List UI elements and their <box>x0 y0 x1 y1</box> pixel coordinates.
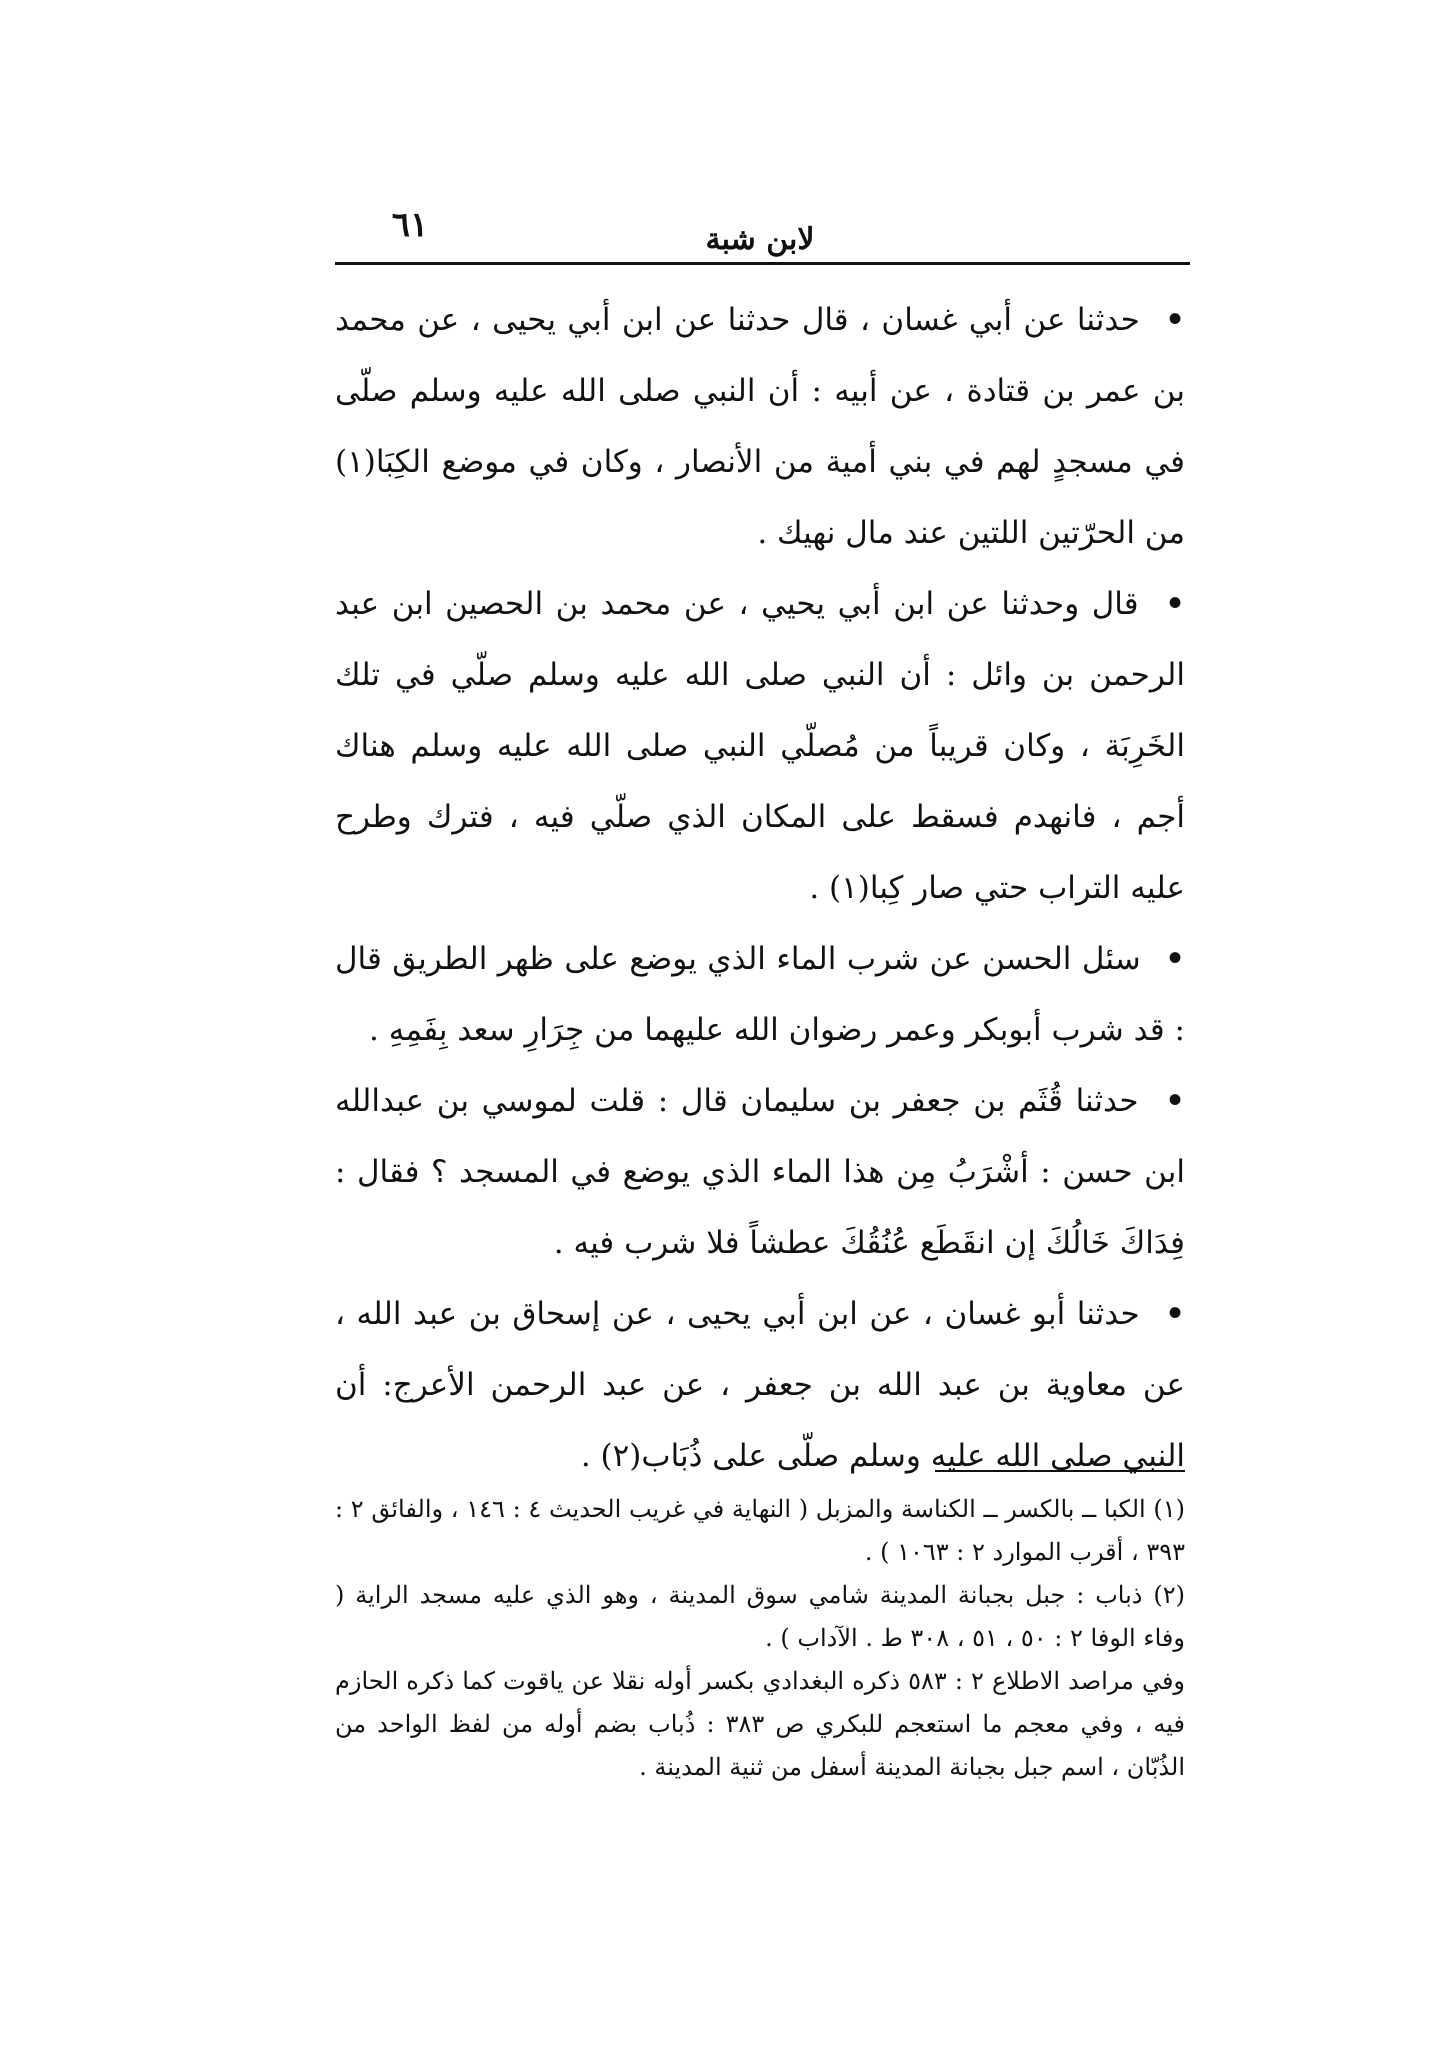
footnote: (٢) ذباب : جبل بجبانة المدينة شامي سوق المدينة ، وهو الذي عليه مسجد الراية ( وفاء الوفا ٢ : ٥٠ ، ٥١ ، ٣٠٨ ط . الآداب ) . <box>335 1581 1185 1652</box>
bullet-mark: • <box>1165 1083 1185 1119</box>
bullet-mark: • <box>1165 941 1185 977</box>
running-title: لابن شبة <box>705 222 815 257</box>
bullet-mark: • <box>1165 302 1185 338</box>
bullet-mark: • <box>1165 1296 1185 1332</box>
footnote: (١) الكبا ــ بالكسر ــ الكناسة والمزبل ( النهاية في غريب الحديث ٤ : ١٤٦ ، والفائق ٢ : ٣٩٣ ، أقرب الموارد ٢ : ١٠٦٣ ) . <box>335 1495 1185 1566</box>
footnote-rule <box>935 1470 1185 1472</box>
paragraph <box>335 1279 1185 1492</box>
footnotes <box>335 1488 1185 1789</box>
paragraph <box>335 924 1185 1066</box>
paragraph-text: حدثنا قُثَم بن جعفر بن سليمان قال : قلت لموسي بن عبدالله ابن حسن : أشْرَبُ مِن هذا الماء الذي يوضع في المسجد ؟ فقال : فِدَاكَ خَالُكَ إن انقَطَع عُنُقُكَ عطشاً فلا شرب فيه . <box>335 1083 1185 1261</box>
paragraph-text: حدثنا عن أبي غسان ، قال حدثنا عن ابن أبي يحيى ، عن محمد بن عمر بن قتادة ، عن أبيه : أن النبي صلى الله عليه وسلم صلّى في مسجدٍ لهم في بني أمية من الأنصار ، وكان في موضع الكِبَا(١) من الحرّتين اللتين عند مال نهيك . <box>335 302 1185 551</box>
page-number: ٦١ <box>391 205 429 245</box>
bullet-mark: • <box>1165 586 1185 622</box>
paragraph <box>335 569 1185 924</box>
paragraph-text: سئل الحسن عن شرب الماء الذي يوضع على ظهر الطريق قال : قد شرب أبوبكر وعمر رضوان الله عليهما من جِرَارِ سعد بِفَمِهِ . <box>335 941 1185 1048</box>
paragraph-text: حدثنا أبو غسان ، عن ابن أبي يحيى ، عن إسحاق بن عبد الله ، عن معاوية بن عبد الله بن جعفر ، عن عبد الرحمن الأعرج: أن النبي صلى الله عليه وسلم صلّى على ذُبَاب(٢) . <box>335 1296 1185 1474</box>
paragraph-text: قال وحدثنا عن ابن أبي يحيي ، عن محمد بن الحصين ابن عبد الرحمن بن وائل : أن النبي صلى الله عليه وسلم صلّي في تلك الخَرِبَة ، وكان قريباً من مُصلّي النبي صلى الله عليه وسلم هناك أجم ، فانهدم فسقط على المكان الذي صلّي فيه ، فترك وطرح عليه التراب حتي صار كِبا(١) . <box>335 586 1185 906</box>
paragraph <box>335 285 1185 569</box>
main-text <box>335 285 1185 1492</box>
footnote: وفي مراصد الاطلاع ٢ : ٥٨٣ ذكره البغدادي بكسر أوله نقلا عن ياقوت كما ذكره الحازم فيه ، وفي معجم ما استعجم للبكري ص ٣٨٣ : ذُباب بضم أوله من لفظ الواحد من الذُبّان ، اسم جبل بجبانة المدينة أسفل من ثنية المدينة . <box>335 1667 1186 1781</box>
paragraph <box>335 1066 1185 1279</box>
header-rule <box>335 262 1190 265</box>
